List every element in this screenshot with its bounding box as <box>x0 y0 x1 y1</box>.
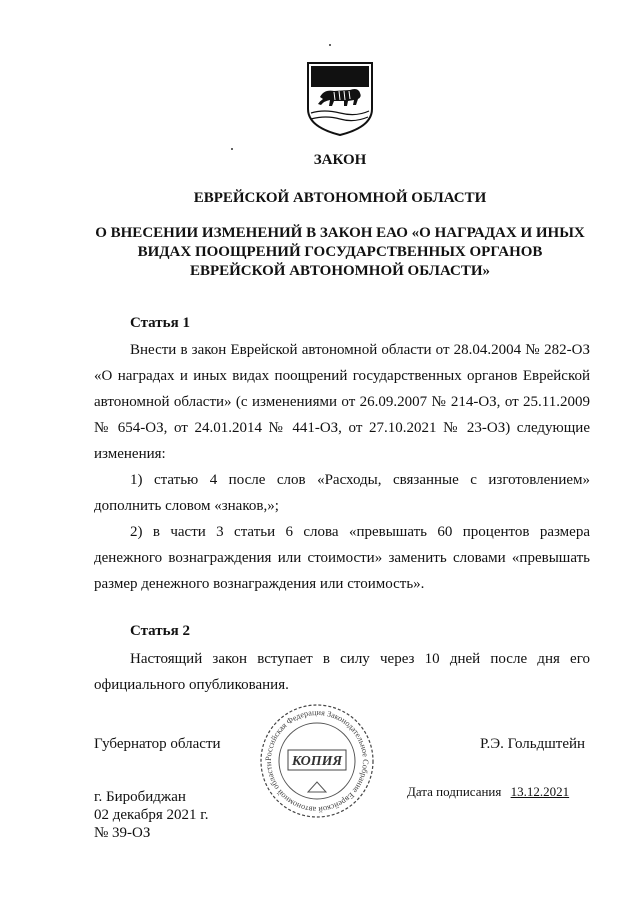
stamp-ring-text: Российская Федерация Законодательное Собрание Еврейской автономной области <box>263 707 371 815</box>
signer-name: Р.Э. Гольдштейн <box>480 736 586 752</box>
signer-position: Губернатор области <box>94 736 221 752</box>
doc-region: ЕВРЕЙСКОЙ АВТОНОМНОЙ ОБЛАСТИ <box>193 190 487 206</box>
article-1-item-1: 1) статью 4 после слов «Расходы, связанные с изготовлением» дополнить словом «знаков,»; <box>94 472 590 514</box>
scan-speck <box>329 44 331 46</box>
official-seal-stamp <box>258 702 376 820</box>
stamp-copy-text: КОПИЯ <box>291 754 343 769</box>
doc-title: ЗАКОН <box>313 152 367 168</box>
article-2-heading: Статья 2 <box>130 623 190 639</box>
article-2-text: Настоящий закон вступает в силу через 10 дней после дня его официального опубликования. <box>94 651 590 693</box>
scan-speck <box>231 148 233 150</box>
doc-subtitle-line-2: ВИДАХ ПООЩРЕНИЙ ГОСУДАРСТВЕННЫХ ОРГАНОВ <box>137 244 543 260</box>
article-1-item-2: 2) в части 3 статьи 6 слова «превышать 60 процентов размера денежного вознаграждения или стоимости» заменить словами «превышать размер денежного вознаграждения или стоимость». <box>94 524 590 592</box>
article-1-intro: Внести в закон Еврейской автономной области от 28.04.2004 № 282-ОЗ «О наградах и иных видах поощрений государственных органов Еврейской автономной области» (с изменениями от 26.09.2007 № 214-ОЗ, от 25.11.2009 № 654-ОЗ, от 24.01.2014 № 441-ОЗ, от 27.10.2021 № 23-ОЗ) следующие изменения: <box>94 342 590 462</box>
doc-subtitle-line-3: ЕВРЕЙСКОЙ АВТОНОМНОЙ ОБЛАСТИ» <box>189 263 491 279</box>
doc-subtitle-line-1: О ВНЕСЕНИИ ИЗМЕНЕНИЙ В ЗАКОН ЕАО «О НАГРАДАХ И ИНЫХ <box>95 225 585 241</box>
signing-date-block <box>407 784 569 800</box>
coat-of-arms-emblem <box>304 57 376 137</box>
signing-place-date: 02 декабря 2021 г. <box>94 807 209 823</box>
city: г. Биробиджан <box>94 789 186 805</box>
signing-date-label: Дата подписания <box>407 784 502 799</box>
law-number: № 39-ОЗ <box>94 825 151 841</box>
article-1-heading: Статья 1 <box>130 315 190 331</box>
signing-date-value: 13.12.2021 <box>510 784 570 799</box>
